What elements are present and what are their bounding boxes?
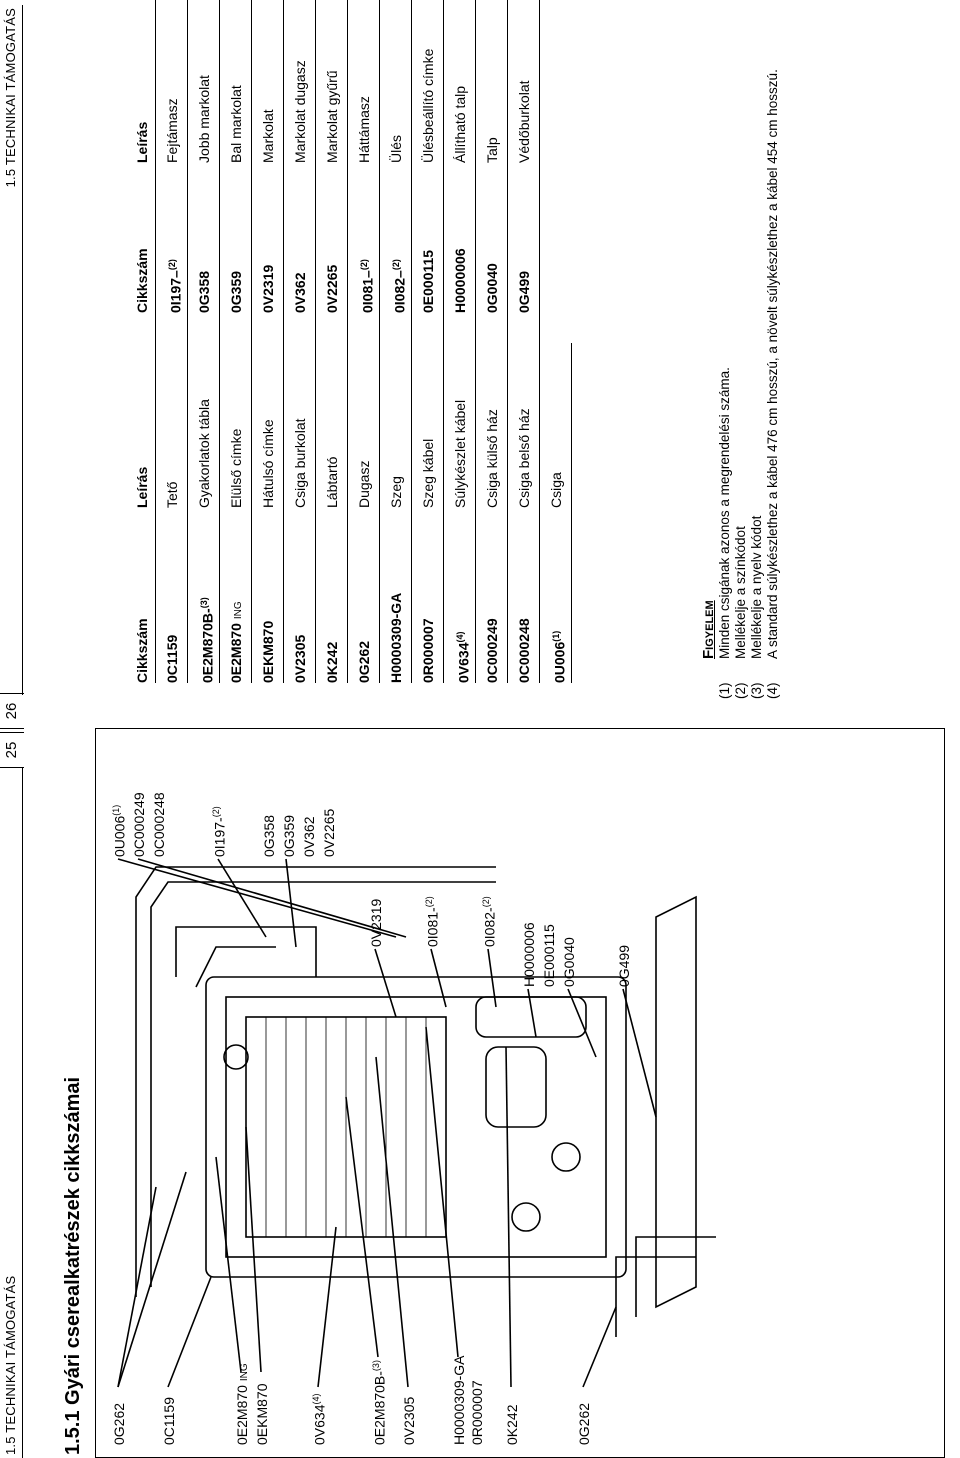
callout-h0000309-ga: H0000309-GA xyxy=(451,1355,467,1445)
page-25 xyxy=(0,729,960,1458)
header-cikkszam-2: Cikkszám xyxy=(134,248,150,313)
description-cell: Csiga xyxy=(548,472,564,508)
note-text: Minden csigának azonos a megrendelési száma. xyxy=(717,367,732,659)
note-number: (3) xyxy=(749,682,764,699)
description-cell: Gyakorlatok tábla xyxy=(196,399,212,508)
part-number-cell: 0V2265 xyxy=(324,264,340,313)
part-number-cell: 0G358 xyxy=(196,270,212,313)
description-cell: Tető xyxy=(164,481,180,508)
callout-0g359: 0G359 xyxy=(281,814,297,857)
note-text: Mellékelje a nyelv kódot xyxy=(749,515,764,659)
note-text: Mellékelje a színkódot xyxy=(733,526,748,659)
callout-0c000249: 0C000249 xyxy=(131,792,147,857)
table-row xyxy=(540,0,572,683)
note-item xyxy=(765,9,781,699)
table-body xyxy=(156,0,572,683)
part-number-cell: 0U006$^{(1)}$ xyxy=(551,630,568,683)
table-header-row xyxy=(128,0,156,683)
parts-table xyxy=(128,0,572,683)
part-number-cell: 0K242 xyxy=(324,641,340,683)
table-row xyxy=(412,0,444,683)
part-number-cell: 0E2M870B-$^{(3)}$ xyxy=(199,597,216,683)
description-cell: Bal markolat xyxy=(228,85,244,163)
table-row xyxy=(444,0,476,683)
note-text: A standard súlykészlethez a kábel 476 cm hosszú, a növelt súlykészlethez a kábel 454 cm hosszú. xyxy=(765,69,780,659)
part-number-cell: 0V634$^{(4)}$ xyxy=(455,631,472,683)
callout-0g358: 0G358 xyxy=(261,814,277,857)
part-number-cell: 0G0040 xyxy=(484,263,500,313)
header-rule xyxy=(22,768,23,1458)
description-cell: Csiga külső ház xyxy=(484,409,500,508)
part-number-cell: 0V2305 xyxy=(292,634,308,683)
description-cell: Csiga burkolat xyxy=(292,418,308,508)
note-number: (4) xyxy=(765,682,780,699)
callout-0g499: 0G499 xyxy=(616,944,632,987)
description-cell: Markolat dugasz xyxy=(292,60,308,163)
callout-0k242: 0K242 xyxy=(504,1404,520,1445)
callout-0i081: 0I081-$^{(2)}$ xyxy=(424,896,441,947)
part-number-cell: 0G499 xyxy=(516,270,532,313)
callout-0ekm870: 0EKM870 xyxy=(254,1383,270,1445)
header-rule xyxy=(22,5,23,695)
table-row xyxy=(380,0,412,683)
callout-0g262-top: 0G262 xyxy=(111,1402,127,1445)
description-cell: Jobb markolat xyxy=(196,75,212,163)
table-row xyxy=(476,0,508,683)
notes-block xyxy=(700,9,781,699)
part-number-cell: 0I082–$^{(2)}$ xyxy=(391,259,408,313)
description-cell: Védőburkolat xyxy=(516,80,532,163)
page-header: 1.5 TECHNIKAI TÁMOGATÁS xyxy=(3,1275,18,1455)
description-cell: Markolat gyűrű xyxy=(324,70,340,163)
table-row xyxy=(220,0,252,683)
callout-0v362: 0V362 xyxy=(301,816,317,857)
description-cell: Ülésbeállító címke xyxy=(420,48,436,163)
part-number-cell: 0R000007 xyxy=(420,618,436,683)
callout-0g262-bottom: 0G262 xyxy=(576,1402,592,1445)
description-cell: Csiga belső ház xyxy=(516,408,532,508)
header-leiras-1: Leírás xyxy=(134,466,150,508)
part-number-cell: H0000309-GA xyxy=(388,592,404,683)
callout-0v634: 0V634$^{(4)}$ xyxy=(311,1393,328,1445)
table-row xyxy=(348,0,380,683)
part-number-cell: 0C000248 xyxy=(516,618,532,683)
callout-0v2305: 0V2305 xyxy=(401,1396,417,1445)
callout-0i197: 0I197-$^{(2)}$ xyxy=(211,806,228,857)
part-number-cell: H0000006 xyxy=(452,248,468,313)
callout-0u006: 0U006$^{(1)}$ xyxy=(111,804,128,857)
note-item xyxy=(749,9,765,699)
machine-drawing xyxy=(96,729,944,1457)
description-cell: Dugasz xyxy=(356,460,372,508)
part-number-cell: 0EKM870 xyxy=(260,620,276,683)
part-number-cell: 0C1159 xyxy=(164,634,180,683)
callout-h0000006: H0000006 xyxy=(521,922,537,987)
description-cell: Súlykészlet kábel xyxy=(452,399,468,508)
parts-diagram xyxy=(95,728,945,1458)
table-row xyxy=(252,0,284,683)
description-cell: Szeg xyxy=(388,476,404,508)
description-cell: Állítható talp xyxy=(452,85,468,163)
description-cell: Hátulsó címke xyxy=(260,419,276,508)
part-number-cell: 0V2319 xyxy=(260,264,276,313)
description-cell: Lábtartó xyxy=(324,456,340,508)
part-number-cell: 0V362 xyxy=(292,272,308,313)
callout-0v2319: 0V2319 xyxy=(368,898,384,947)
description-cell: Háttámasz xyxy=(356,96,372,163)
callout-0c1159: 0C1159 xyxy=(161,1396,177,1445)
description-cell: Talp xyxy=(484,137,500,163)
part-number-cell: 0I197–$^{(2)}$ xyxy=(167,259,184,313)
callout-0i082: 0I082-$^{(2)}$ xyxy=(481,896,498,947)
callout-0e2m870: 0E2M870 ING xyxy=(234,1363,250,1445)
page-number: 26 xyxy=(0,693,24,729)
callout-0r000007: 0R000007 xyxy=(469,1380,485,1445)
description-cell: Ülés xyxy=(388,134,404,163)
callout-0v2265: 0V2265 xyxy=(321,808,337,857)
section-title: 1.5.1 Gyári cserealkatrészek cikkszámai xyxy=(62,1076,84,1455)
table-row xyxy=(284,0,316,683)
callout-0c000248: 0C000248 xyxy=(151,792,167,857)
part-number-cell: 0G359 xyxy=(228,270,244,313)
note-item xyxy=(733,9,749,699)
callout-0g0040: 0G0040 xyxy=(561,937,577,987)
header-cikkszam-1: Cikkszám xyxy=(134,618,150,683)
part-number-cell: 0I081–$^{(2)}$ xyxy=(359,259,376,313)
description-cell: Fejtámasz xyxy=(164,98,180,163)
page-number: 25 xyxy=(0,732,24,768)
note-item xyxy=(717,9,733,699)
table-row xyxy=(316,0,348,683)
part-number-cell: 0E000115 xyxy=(420,249,436,313)
callout-0e000115: 0E000115 xyxy=(541,924,557,987)
part-number-cell: 0C000249 xyxy=(484,618,500,683)
notes-list xyxy=(717,9,781,699)
description-cell: Elülső címke xyxy=(228,428,244,508)
description-cell: Szeg kábel xyxy=(420,438,436,508)
callout-0e2m870b: 0E2M870B-$^{(3)}$ xyxy=(371,1360,388,1445)
table-row xyxy=(156,0,188,683)
empty-cell-gap xyxy=(541,0,573,343)
table-row xyxy=(188,0,220,683)
note-number: (1) xyxy=(717,682,732,699)
part-number-cell: 0G262 xyxy=(356,640,372,683)
notes-title: Figyelem xyxy=(700,600,717,659)
description-cell: Markolat xyxy=(260,109,276,163)
table-row xyxy=(508,0,540,683)
header-leiras-2: Leírás xyxy=(134,121,150,163)
note-number: (2) xyxy=(733,682,748,699)
page-header: 1.5 TECHNIKAI TÁMOGATÁS xyxy=(3,8,18,188)
part-number-cell: 0E2M870 ING xyxy=(228,601,244,683)
